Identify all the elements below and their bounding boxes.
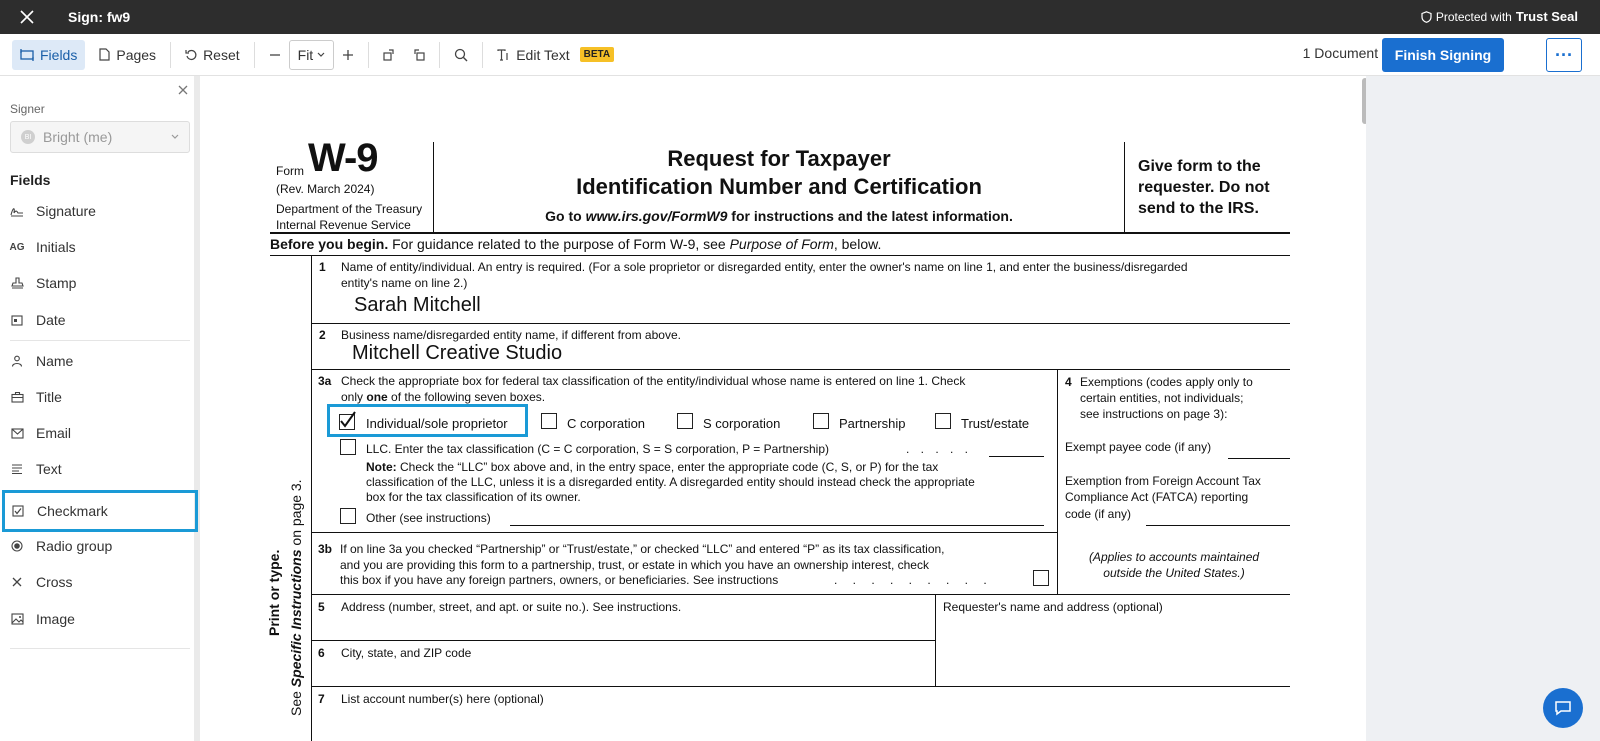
- rotate-left-button[interactable]: [404, 40, 433, 70]
- form-dept: Department of the Treasury: [276, 202, 423, 216]
- field-label: Signature: [36, 203, 96, 219]
- line4-number: 4: [1065, 375, 1072, 389]
- cross-icon: [10, 577, 24, 587]
- line3b-c: this box if you have any foreign partners, owners, or beneficiaries. See instructions: [340, 573, 779, 587]
- signer-label: Signer: [10, 102, 45, 116]
- right-panel: [1366, 76, 1600, 741]
- toolbar-divider: [170, 42, 171, 68]
- checkmark-icon: [338, 410, 358, 430]
- toolbar-divider: [482, 42, 483, 68]
- form-title-line1: Request for Taxpayer: [667, 146, 891, 171]
- line4-label-b: certain entities, not individuals;: [1080, 391, 1244, 405]
- before-italic: Purpose of Form: [729, 236, 834, 252]
- text-cursor-icon: [497, 49, 510, 61]
- rule: [270, 255, 1290, 256]
- zoom-value: Fit: [297, 46, 314, 63]
- line3b-b: and you are providing this form to a partnership, trust, or estate in which you have an ownership interest, check: [340, 558, 929, 572]
- toolbar: [0, 34, 1600, 76]
- form-number: W-9: [308, 136, 378, 180]
- partnership-label: Partnership: [839, 416, 906, 431]
- field-cross[interactable]: [10, 567, 190, 597]
- field-label: Title: [36, 389, 62, 405]
- goto-url[interactable]: www.irs.gov/FormW9: [585, 208, 728, 224]
- rule: [311, 640, 935, 641]
- line2-number: 2: [319, 328, 326, 342]
- line3a-rest: of the following seven boxes.: [387, 390, 546, 404]
- fatca-label-a: Exemption from Foreign Account Tax: [1065, 474, 1261, 488]
- close-icon: [20, 10, 34, 24]
- other-label: Other (see instructions): [366, 511, 491, 525]
- search-icon: [454, 48, 468, 62]
- field-name[interactable]: [10, 346, 190, 376]
- shield-icon: [1421, 11, 1432, 23]
- field-text[interactable]: [10, 454, 190, 484]
- field-label: Image: [36, 611, 75, 627]
- chat-icon: [1554, 699, 1572, 717]
- line6-number: 6: [318, 646, 325, 660]
- fields-label: Fields: [40, 46, 78, 63]
- llc-checkbox[interactable]: [340, 439, 356, 455]
- individual-label: Individual/sole proprietor: [366, 416, 508, 431]
- s-corp-label: S corporation: [703, 416, 781, 431]
- field-signature[interactable]: [10, 196, 190, 226]
- side-italic: Specific Instructions: [288, 549, 304, 688]
- line3a-label-b: [341, 390, 545, 404]
- form-title-line2: Identification Number and Certification: [576, 174, 982, 199]
- stamp-icon: [10, 277, 24, 290]
- rule: [311, 369, 1290, 370]
- sidebar-divider: [10, 648, 190, 649]
- fatca-label-b: Compliance Act (FATCA) reporting: [1065, 490, 1249, 504]
- radio-icon: [10, 540, 24, 552]
- other-checkbox[interactable]: [340, 508, 356, 524]
- field-label: Checkmark: [37, 503, 108, 519]
- line2-label: Business name/disregarded entity name, if different from above.: [341, 328, 681, 342]
- person-icon: [10, 355, 24, 367]
- goto-prefix: Go to: [545, 208, 586, 224]
- field-label: Radio group: [36, 538, 113, 554]
- c-corp-label: C corporation: [567, 416, 646, 431]
- line5-number: 5: [318, 600, 325, 614]
- field-label: Initials: [36, 239, 76, 255]
- line3a-number: 3a: [318, 374, 332, 388]
- line3a-one: one: [366, 390, 388, 404]
- rule: [935, 594, 936, 686]
- form-label: Form: [276, 164, 304, 178]
- llc-entry-line[interactable]: [989, 456, 1044, 457]
- text-lines-icon: [10, 464, 24, 474]
- give-form-line1: Give form to the: [1138, 158, 1261, 175]
- header-bottom-rule: [270, 232, 1290, 234]
- other-entry-line[interactable]: [510, 525, 1044, 526]
- close-button[interactable]: [0, 0, 54, 34]
- applies-b: outside the United States.): [1103, 566, 1245, 580]
- close-sidebar-button[interactable]: [178, 82, 188, 98]
- note-line-a: [366, 460, 938, 474]
- give-form-line2: requester. Do not: [1138, 179, 1270, 196]
- note-line-b: classification of the LLC, unless it is a disregarded entity. A disregarded entity should instead check the appropriate: [366, 475, 975, 489]
- signer-avatar: BI: [21, 130, 35, 144]
- rule: [311, 686, 1290, 687]
- line2-value[interactable]: Mitchell Creative Studio: [352, 342, 563, 364]
- field-initials[interactable]: [10, 232, 190, 262]
- field-date[interactable]: [10, 305, 190, 335]
- line4-label-a: Exemptions (codes apply only to: [1080, 375, 1253, 389]
- signer-value: Bright (me): [43, 129, 113, 145]
- form-irs: Internal Revenue Service: [276, 218, 411, 232]
- rule: [311, 323, 1290, 324]
- form-revision: (Rev. March 2024): [276, 182, 375, 196]
- field-label: Cross: [36, 574, 73, 590]
- trust-seal-brand: Trust Seal: [1515, 9, 1578, 24]
- line7-number: 7: [318, 692, 325, 706]
- initials-icon: AG: [9, 241, 25, 253]
- field-image[interactable]: [10, 604, 190, 634]
- fatca-line[interactable]: [1146, 525, 1290, 526]
- before-end: , below.: [833, 236, 882, 252]
- signature-icon: [10, 205, 24, 217]
- line3b-dots: . . . . . . . . .: [834, 573, 993, 587]
- partnership-checkbox[interactable]: [813, 413, 829, 429]
- chevron-down-icon: [317, 52, 325, 58]
- edit-text-button[interactable]: [489, 40, 622, 70]
- undo-icon: [185, 49, 197, 61]
- sidebar-divider: [10, 340, 190, 341]
- field-label: Email: [36, 425, 72, 441]
- llc-label: LLC. Enter the tax classification (C = C corporation, S = S corporation, P = Partnership): [366, 442, 830, 456]
- header-rule: [1124, 142, 1125, 232]
- document-viewer[interactable]: [206, 76, 1366, 741]
- protected-text: Protected with: [1435, 9, 1512, 24]
- reset-label: Reset: [203, 46, 240, 63]
- line5-label: Address (number, street, and apt. or suite no.). See instructions.: [341, 600, 682, 614]
- image-icon: [10, 613, 24, 625]
- field-checkmark[interactable]: [2, 490, 198, 532]
- field-label: Stamp: [36, 275, 77, 291]
- chevron-down-icon: [171, 132, 179, 143]
- s-corp-checkbox[interactable]: [677, 413, 693, 429]
- before-text: For guidance related to the purpose of Form W-9, see: [388, 236, 730, 252]
- chat-button[interactable]: [1543, 688, 1583, 728]
- zoom-in-button[interactable]: [334, 40, 362, 70]
- trust-seal: [1421, 9, 1578, 24]
- note-line-c: box for the tax classification of its owner.: [366, 490, 581, 504]
- field-label: Text: [36, 461, 62, 477]
- goto-suffix: for instructions and the latest information.: [727, 208, 1013, 224]
- checkbox-icon: [11, 505, 25, 517]
- field-stamp[interactable]: [10, 268, 190, 298]
- pages-button[interactable]: [91, 40, 164, 70]
- left-rule: [311, 256, 312, 741]
- fields-button[interactable]: [12, 40, 85, 70]
- llc-dots: . . . . .: [906, 442, 973, 456]
- form-goto: [434, 208, 1124, 224]
- toolbar-divider: [254, 42, 255, 68]
- calendar-icon: [10, 314, 24, 326]
- pages-label: Pages: [116, 46, 157, 63]
- side-see: See: [288, 687, 304, 716]
- give-form-line3: send to the IRS.: [1138, 200, 1259, 217]
- fatca-label-c: code (if any): [1065, 507, 1132, 521]
- note-a: Check the “LLC” box above and, in the entry space, enter the appropriate code (C, S, or P) for the tax: [396, 460, 939, 474]
- rotate-right-icon: [383, 48, 396, 61]
- window-title: Sign: fw9: [68, 9, 131, 25]
- print-or-type: [266, 376, 282, 636]
- exempt-payee-label: Exempt payee code (if any): [1065, 440, 1212, 454]
- title-bar: [0, 0, 1600, 34]
- field-title[interactable]: [10, 382, 190, 412]
- foreign-partners-checkbox[interactable]: [1033, 570, 1049, 586]
- see-specific-instructions: [288, 356, 304, 716]
- trust-checkbox[interactable]: [935, 413, 951, 429]
- rule: [311, 594, 1290, 595]
- minus-icon: [269, 49, 281, 61]
- rotate-right-button[interactable]: [375, 40, 404, 70]
- zoom-out-button[interactable]: [261, 40, 289, 70]
- line3b-number: 3b: [318, 542, 333, 556]
- briefcase-icon: [10, 391, 24, 403]
- fields-sidebar: [0, 76, 200, 741]
- requester-label: Requester's name and address (optional): [943, 600, 1163, 614]
- line4-label-c: see instructions on page 3):: [1080, 407, 1228, 421]
- trust-label: Trust/estate: [961, 416, 1030, 431]
- line1-value[interactable]: Sarah Mitchell: [354, 294, 481, 316]
- toolbar-divider: [439, 42, 440, 68]
- document-select-label: 1 Document: [1302, 45, 1379, 61]
- line3a-label-a: Check the appropriate box for federal tax classification of the entity/individual whose name is entered on line 1. Check: [341, 374, 966, 388]
- edit-text-label: Edit Text: [516, 46, 570, 63]
- finish-signing-button[interactable]: Finish Signing: [1382, 38, 1504, 72]
- reset-button[interactable]: [177, 40, 248, 70]
- line1-label-b: entity's name on line 2.): [341, 276, 468, 290]
- note-bold: Note:: [366, 460, 397, 474]
- side-bold: Print or type.: [266, 549, 282, 636]
- individual-checkbox[interactable]: [339, 414, 355, 430]
- w9-form-page: [206, 76, 1366, 741]
- field-label: Name: [36, 353, 74, 369]
- rule: [311, 532, 1057, 533]
- beta-badge: BETA: [580, 47, 614, 62]
- more-options-button[interactable]: ···: [1546, 38, 1582, 72]
- before-bold: Before you begin.: [270, 236, 389, 252]
- line1-label-a: Name of entity/individual. An entry is required. (For a sole proprietor or disregarded entity, enter the owner's name on line 1, and enter the business/disregarded: [341, 260, 1188, 274]
- mail-icon: [10, 428, 24, 439]
- line3a-only: only: [341, 390, 367, 404]
- line6-label: City, state, and ZIP code: [341, 646, 472, 660]
- exempt-payee-line[interactable]: [1228, 458, 1290, 459]
- document-select[interactable]: [1303, 45, 1390, 61]
- before-you-begin: [270, 236, 881, 252]
- field-email[interactable]: [10, 418, 190, 448]
- line3b-a: If on line 3a you checked “Partnership” or “Trust/estate,” or checked “LLC” and entered “P” as its tax classification,: [340, 542, 945, 556]
- search-button[interactable]: [446, 40, 476, 70]
- line7-label: List account number(s) here (optional): [341, 692, 544, 706]
- page-icon: [99, 48, 110, 61]
- rotate-left-icon: [412, 48, 425, 61]
- plus-icon: [342, 49, 354, 61]
- fields-icon: [20, 49, 34, 61]
- signer-select[interactable]: [10, 121, 190, 153]
- line1-number: 1: [319, 260, 326, 274]
- field-label: Date: [36, 312, 66, 328]
- c-corp-checkbox[interactable]: [541, 413, 557, 429]
- side-end: on page 3.: [288, 479, 304, 550]
- zoom-select[interactable]: [289, 40, 335, 70]
- field-radio-group[interactable]: [10, 531, 190, 561]
- close-icon: [178, 85, 188, 95]
- fields-heading: Fields: [10, 172, 51, 188]
- toolbar-divider: [368, 42, 369, 68]
- applies-a: (Applies to accounts maintained: [1088, 550, 1260, 564]
